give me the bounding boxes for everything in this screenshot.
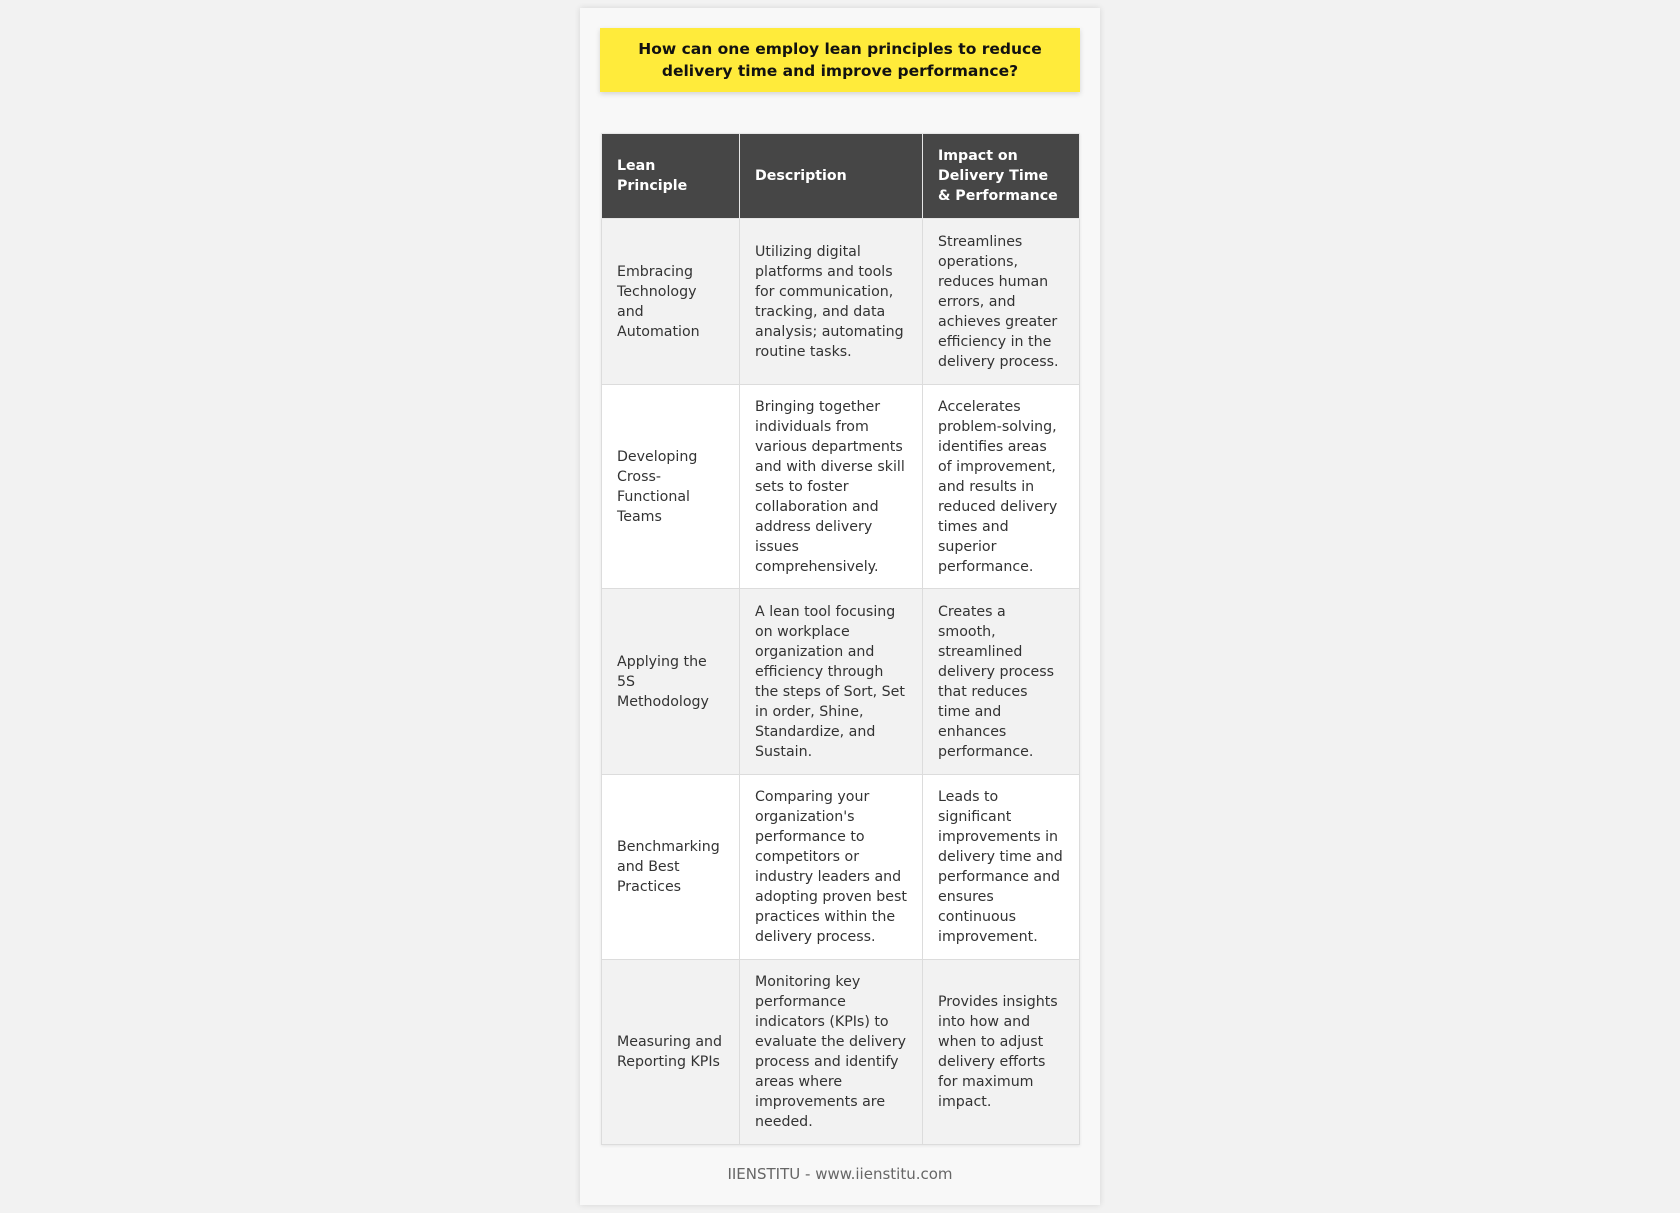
content-card: [580, 8, 1100, 1205]
table-row: [602, 385, 1080, 589]
column-header-description: Description: [740, 134, 923, 219]
column-header-principle: Lean Principle: [602, 134, 740, 219]
table-header-row: [602, 134, 1080, 219]
cell-impact: Accelerates problem-solving, identifies areas of improvement, and results in reduced delivery times and superior performance.: [923, 385, 1080, 589]
cell-principle: Measuring and Reporting KPIs: [602, 960, 740, 1145]
cell-principle: Embracing Technology and Automation: [602, 219, 740, 385]
table-row: [602, 775, 1080, 960]
cell-principle: Developing Cross-Functional Teams: [602, 385, 740, 589]
cell-description: Utilizing digital platforms and tools for communication, tracking, and data analysis; automating routine tasks.: [740, 219, 923, 385]
cell-description: Bringing together individuals from various departments and with diverse skill sets to foster collaboration and address delivery issues comprehensively.: [740, 385, 923, 589]
cell-principle: Applying the 5S Methodology: [602, 589, 740, 775]
footer-credit: IIENSTITU - www.iienstitu.com: [727, 1165, 953, 1183]
cell-description: Comparing your organization's performance to competitors or industry leaders and adopting proven best practices within the delivery process.: [740, 775, 923, 960]
table-row: [602, 589, 1080, 775]
cell-impact: Leads to significant improvements in delivery time and performance and ensures continuous improvement.: [923, 775, 1080, 960]
table-row: [602, 960, 1080, 1145]
column-header-impact: Impact on Delivery Time & Performance: [923, 134, 1080, 219]
cell-principle: Benchmarking and Best Practices: [602, 775, 740, 960]
page-title: How can one employ lean principles to reduce delivery time and improve performance?: [638, 40, 1042, 80]
cell-description: A lean tool focusing on workplace organization and efficiency through the steps of Sort, Set in order, Shine, Standardize, and Sustain.: [740, 589, 923, 775]
cell-impact: Streamlines operations, reduces human errors, and achieves greater efficiency in the delivery process.: [923, 219, 1080, 385]
table-row: [602, 219, 1080, 385]
cell-impact: Creates a smooth, streamlined delivery process that reduces time and enhances performance.: [923, 589, 1080, 775]
lean-principles-table: [601, 133, 1080, 1145]
title-banner: [600, 28, 1080, 92]
cell-impact: Provides insights into how and when to adjust delivery efforts for maximum impact.: [923, 960, 1080, 1145]
cell-description: Monitoring key performance indicators (KPIs) to evaluate the delivery process and identify areas where improvements are needed.: [740, 960, 923, 1145]
